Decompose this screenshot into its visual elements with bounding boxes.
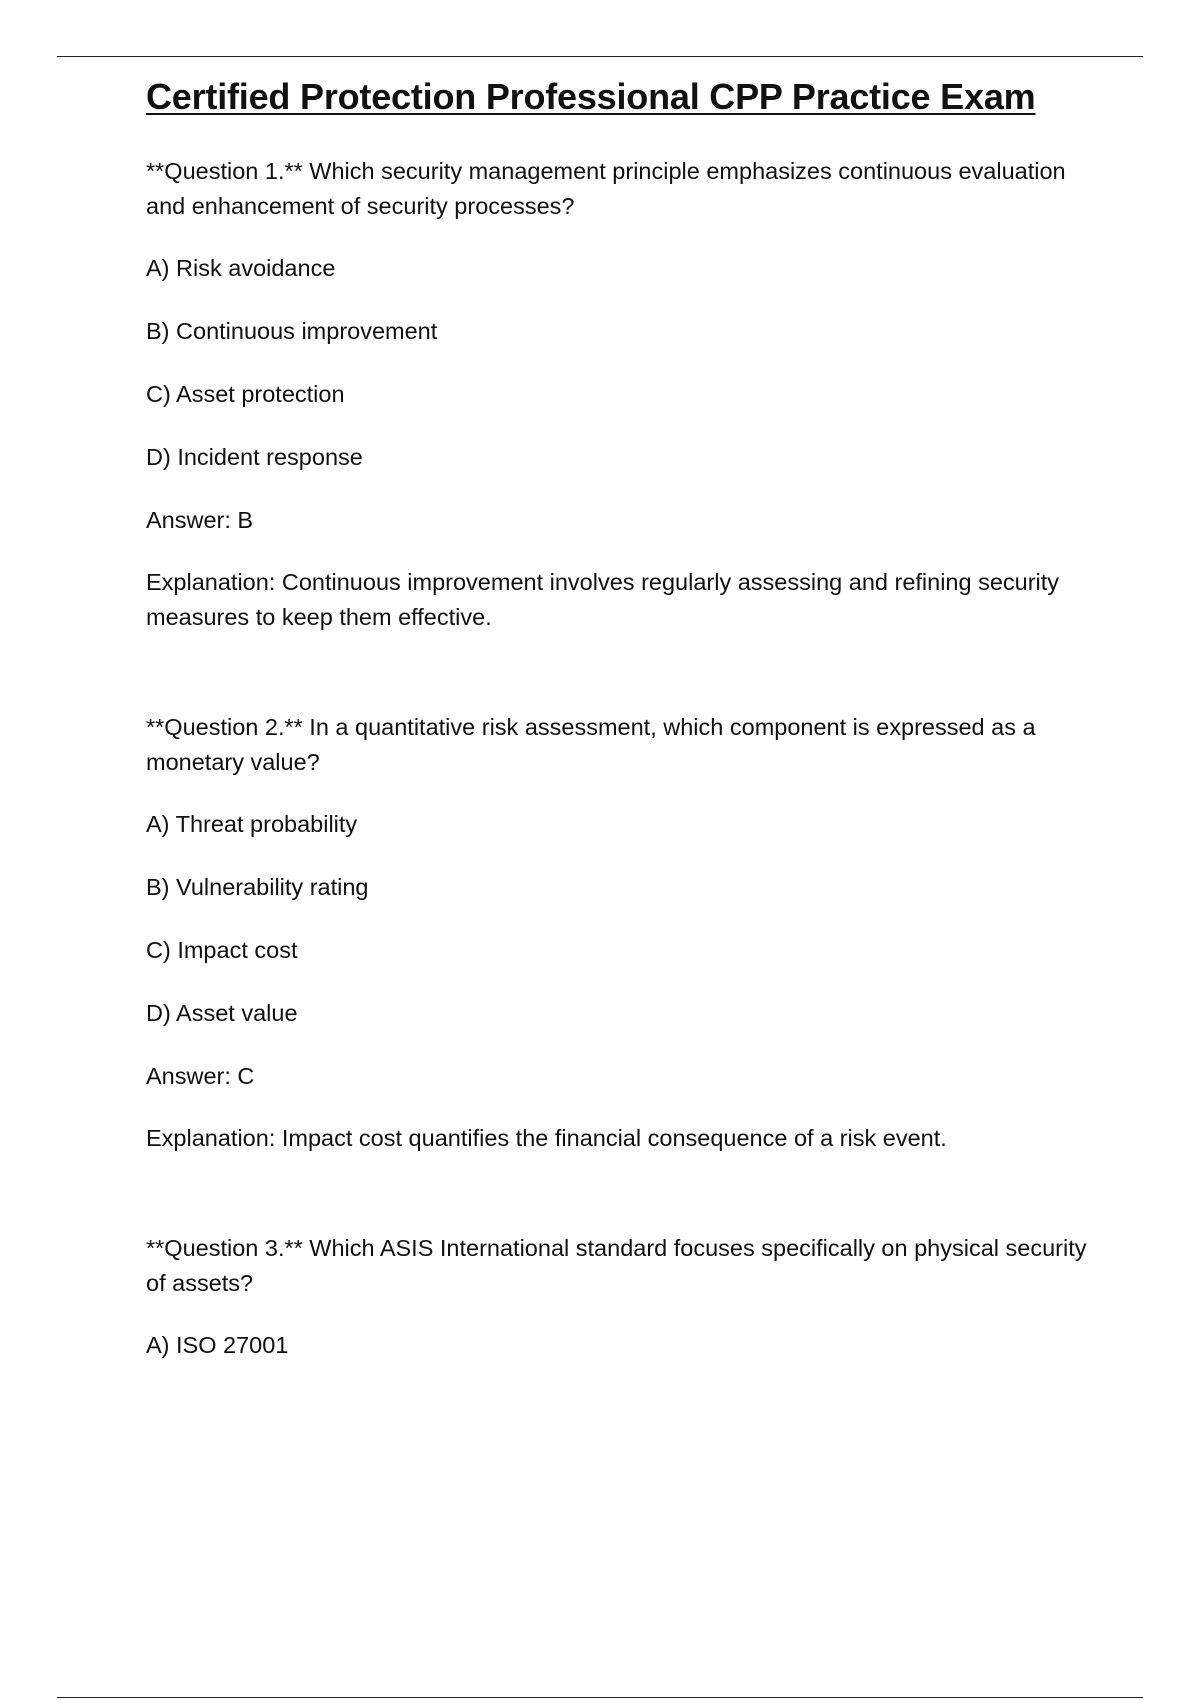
answer-key: Answer: C (146, 1063, 255, 1089)
question-2 (146, 710, 1096, 1156)
answer-option: A) Risk avoidance (146, 255, 336, 281)
explanation-text: Explanation: Impact cost quantifies the financial consequence of a risk event. (146, 1125, 947, 1151)
exam-content (146, 154, 1096, 1391)
question-text: **Question 1.** Which security management principle emphasizes continuous evaluation and enhancement of security processes? (146, 158, 1066, 219)
answer-option: D) Asset value (146, 1000, 298, 1026)
page-title: Certified Protection Professional CPP Practice Exam (146, 76, 1036, 117)
question-text: **Question 3.** Which ASIS International standard focuses specifically on physical security of assets? (146, 1235, 1087, 1296)
answer-option: D) Incident response (146, 444, 363, 470)
answer-option: B) Vulnerability rating (146, 874, 369, 900)
answer-option: A) ISO 27001 (146, 1332, 289, 1358)
question-1 (146, 154, 1096, 635)
answer-option: C) Asset protection (146, 381, 345, 407)
answer-option: A) Threat probability (146, 811, 358, 837)
answer-option: C) Impact cost (146, 937, 298, 963)
question-3 (146, 1231, 1096, 1363)
explanation-text: Explanation: Continuous improvement involves regularly assessing and refining security measures to keep them effective. (146, 569, 1060, 630)
answer-option: B) Continuous improvement (146, 318, 438, 344)
question-text: **Question 2.** In a quantitative risk assessment, which component is expressed as a monetary value? (146, 714, 1036, 775)
bottom-rule (57, 1697, 1143, 1698)
top-rule (57, 56, 1143, 57)
answer-key: Answer: B (146, 507, 254, 533)
